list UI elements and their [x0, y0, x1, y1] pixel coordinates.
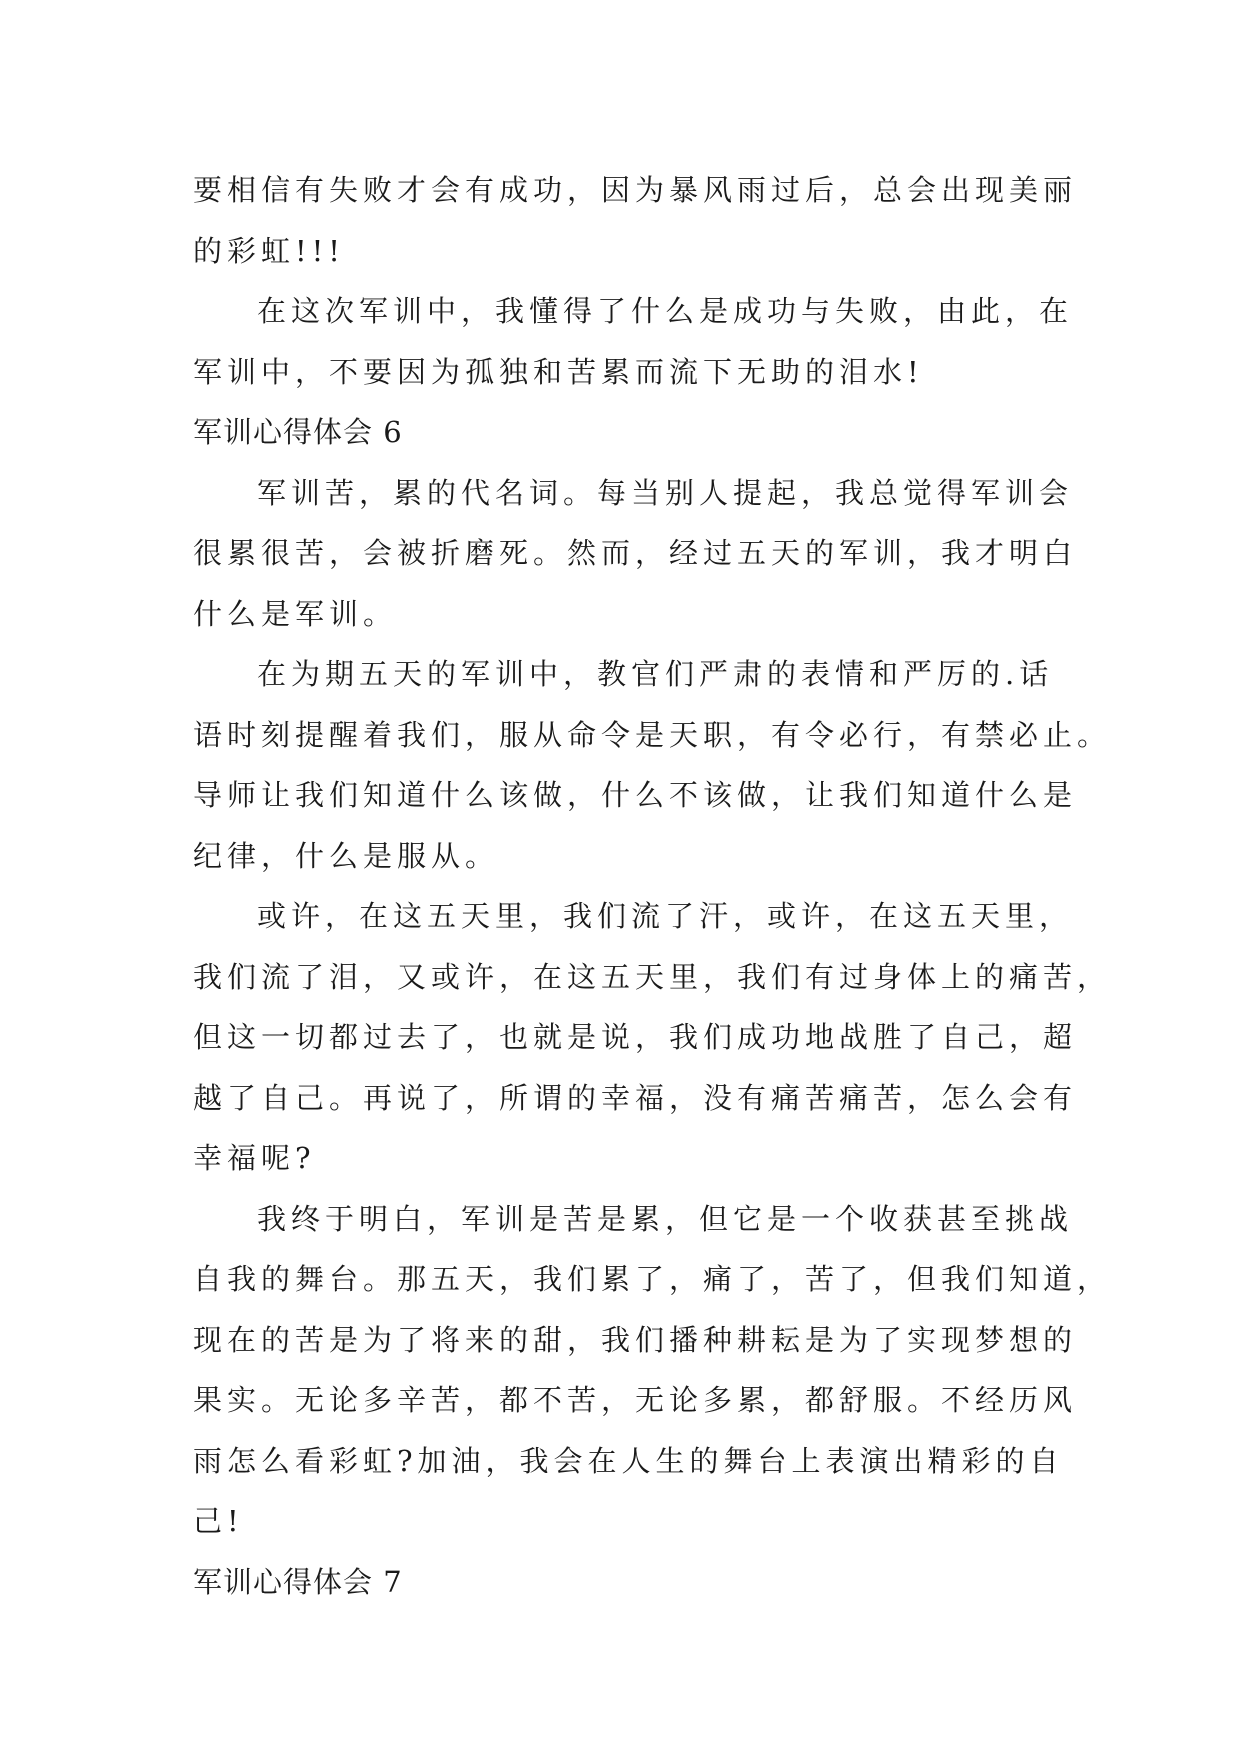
- paragraph-start: 军训苦，累的代名词。每当别人提起，我总觉得军训会: [257, 475, 1074, 510]
- section-heading: 军训心得体会 7: [193, 1564, 403, 1599]
- text-line: 导师让我们知道什么该做，什么不该做，让我们知道什么是: [193, 778, 1078, 812]
- text-line: 纪律，什么是服从。: [193, 838, 500, 873]
- text-line: 雨怎么看彩虹?加油，我会在人生的舞台上表演出精彩的自: [193, 1443, 1064, 1478]
- section-heading: 军训心得体会 6: [193, 415, 403, 449]
- text-line: 我们流了泪，又或许，在这五天里，我们有过身体上的痛苦，: [193, 959, 1112, 994]
- text-line: 幸福呢?: [193, 1141, 316, 1175]
- text-line: 要相信有失败才会有成功，因为暴风雨过后，总会出现美丽: [193, 173, 1078, 207]
- text-line: 军训中，不要因为孤独和苦累而流下无助的泪水!: [193, 354, 924, 389]
- text-line: 的彩虹!!!: [193, 233, 345, 268]
- document-body: [193, 160, 1112, 1612]
- paragraph-start: 或许，在这五天里，我们流了汗，或许，在这五天里，: [257, 899, 1074, 933]
- text-line: 自我的舞台。那五天，我们累了，痛了，苦了，但我们知道，: [193, 1262, 1112, 1296]
- text-line: 什么是军训。: [193, 596, 398, 631]
- text-line: 很累很苦，会被折磨死。然而，经过五天的军训，我才明白: [193, 536, 1078, 570]
- text-line: 果实。无论多辛苦，都不苦，无论多累，都舒服。不经历风: [193, 1383, 1078, 1417]
- text-line: 现在的苦是为了将来的甜，我们播种耕耘是为了实现梦想的: [193, 1322, 1078, 1357]
- text-line: 但这一切都过去了，也就是说，我们成功地战胜了自己，超: [193, 1020, 1078, 1054]
- text-line: 己!: [193, 1504, 244, 1538]
- paragraph-start: 在这次军训中，我懂得了什么是成功与失败，由此，在: [257, 294, 1074, 328]
- paragraph-start: 在为期五天的军训中，教官们严肃的表情和严厉的.话: [257, 657, 1054, 691]
- text-line: 越了自己。再说了，所谓的幸福，没有痛苦痛苦，怎么会有: [193, 1080, 1078, 1115]
- paragraph-start: 我终于明白，军训是苦是累，但它是一个收获甚至挑战: [257, 1201, 1074, 1236]
- text-line: 语时刻提醒着我们，服从命令是天职，有令必行，有禁必止。: [193, 717, 1112, 752]
